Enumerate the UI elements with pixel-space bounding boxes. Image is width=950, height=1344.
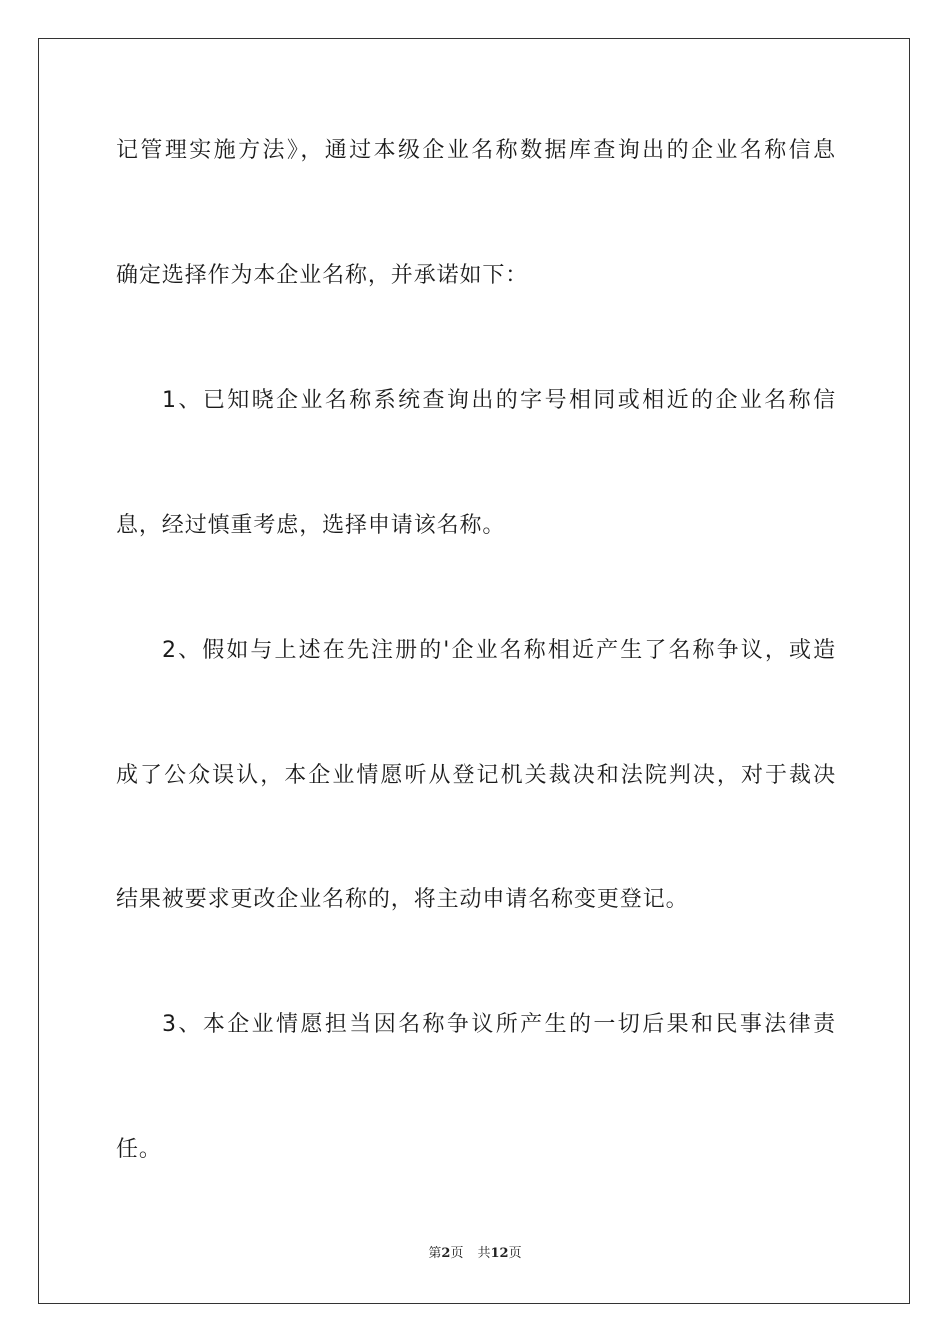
item-2-line-2: 成了公众误认，本企业情愿听从登记机关裁决和法院判决，对于裁决 (116, 763, 836, 788)
total-pages: 12 (490, 1246, 509, 1261)
item-2-line-1: 2、假如与上述在先注册的'企业名称相近产生了名称争议，或造 (162, 638, 836, 663)
total-suffix: 页 (508, 1246, 522, 1261)
page-suffix: 页 (450, 1246, 464, 1261)
item-1-line-1: 1、已知晓企业名称系统查询出的字号相同或相近的企业名称信 (162, 388, 836, 413)
page-prefix: 第 (428, 1246, 442, 1261)
body-line-2: 确定选择作为本企业名称，并承诺如下： (116, 263, 529, 288)
page-number: 2 (441, 1246, 451, 1261)
item-3-line-2: 任。 (116, 1137, 162, 1162)
page-border (38, 38, 910, 1304)
page-footer (0, 1246, 950, 1262)
total-prefix: 共 (477, 1246, 491, 1261)
item-1-line-2: 息，经过慎重考虑，选择申请该名称。 (116, 513, 506, 538)
item-2-line-3: 结果被要求更改企业名称的，将主动申请名称变更登记。 (116, 887, 689, 912)
item-3-line-1: 3、本企业情愿担当因名称争议所产生的一切后果和民事法律责 (162, 1012, 836, 1037)
body-line-1: 记管理实施方法》，通过本级企业名称数据库查询出的企业名称信息 (116, 138, 836, 163)
